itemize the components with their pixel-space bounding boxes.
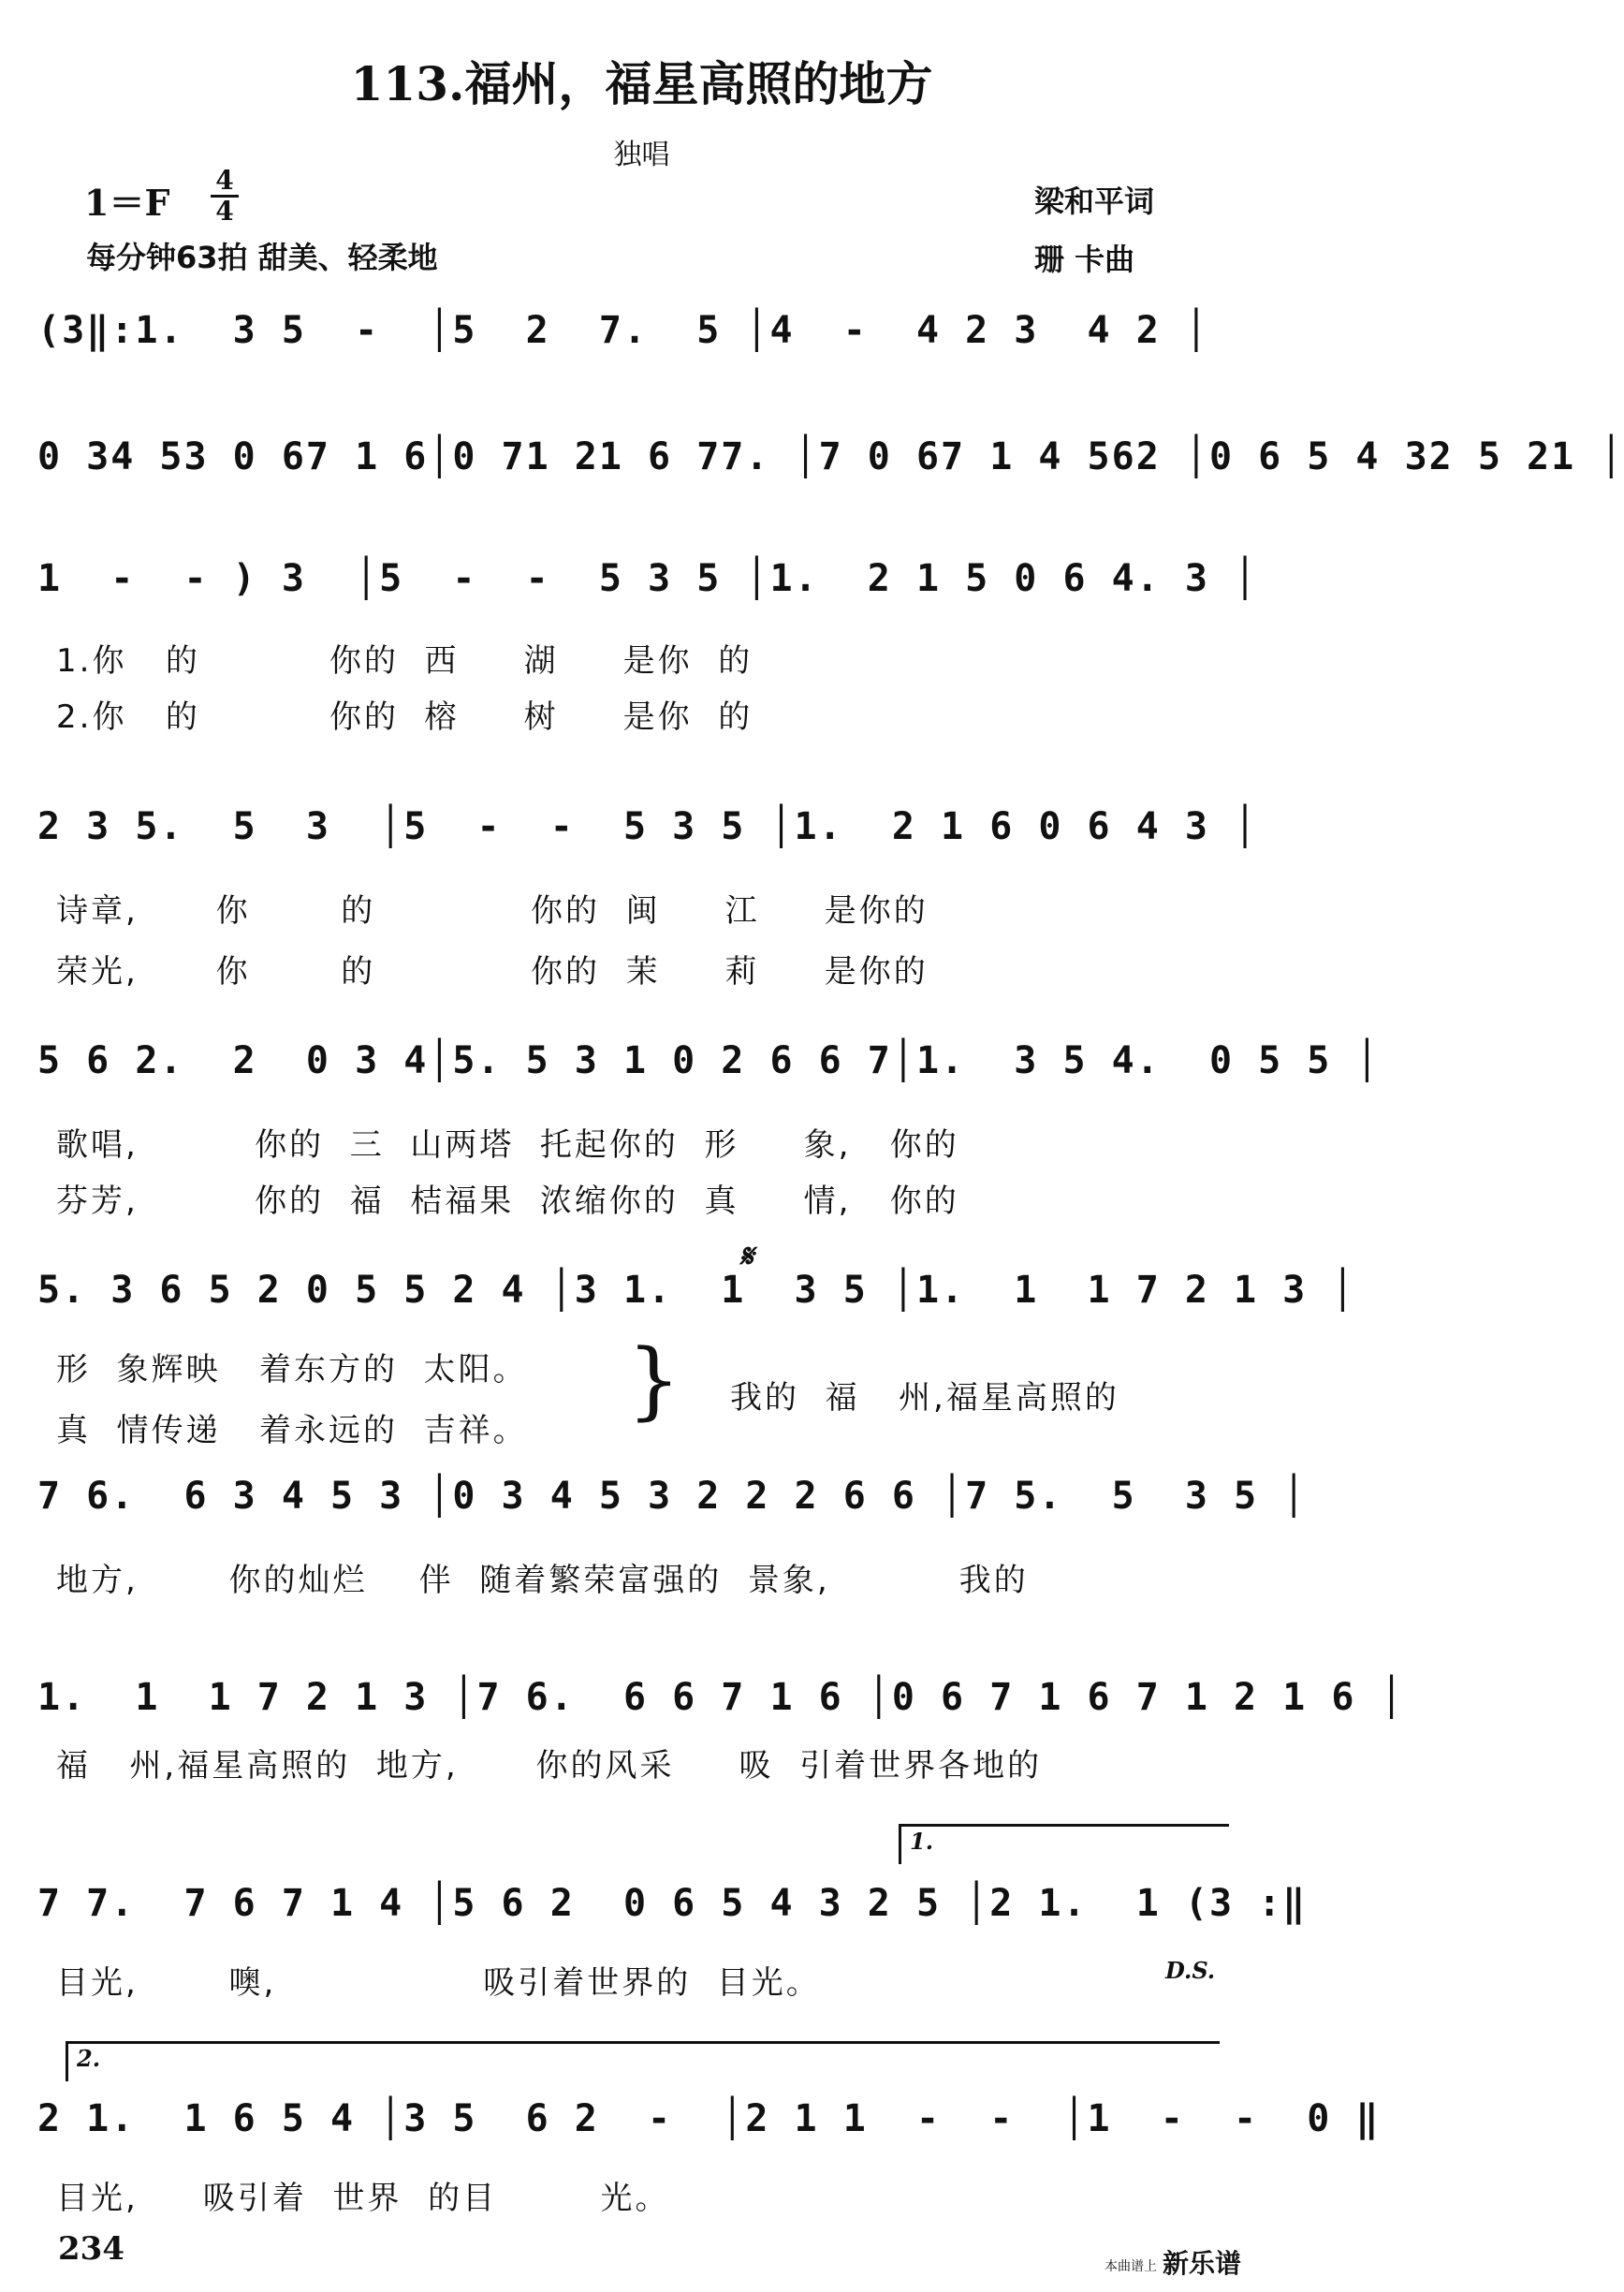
- system-5-lyric-1: 歌唱, 你的 三 山两塔 托起你的 形 象, 你的: [56, 1126, 959, 1164]
- tempo-marking: 每分钟63拍 甜美、轻柔地: [86, 240, 438, 275]
- meter-top: 4: [215, 165, 234, 196]
- time-signature: [211, 167, 239, 226]
- system-6-notes: 5. 3 6 5 2 0 5 5 2 4 │3 1. 1 3 5 │1. 1 1 7 2 1 3 │: [37, 1269, 1356, 1312]
- system-7-notes: 7 6. 6 3 4 5 3 │0 3 4 5 3 2 2 2 6 6 │7 5. 5 3 5 │: [37, 1475, 1308, 1518]
- volta-1-bracket: [899, 1824, 1229, 1864]
- system-10-notes: 2 1. 1 6 5 4 │3 5 6 2 - │2 1 1 - - │1 - - 0 ‖: [37, 2097, 1381, 2140]
- footer-caption: 本曲谱上: [1105, 2259, 1157, 2274]
- composer-credit: 珊 卡曲: [1034, 242, 1135, 277]
- system-6-lyric-1: 形 象辉映 着东方的 太阳。: [56, 1351, 528, 1388]
- system-7-lyric-1: 地方, 你的灿烂 伴 随着繁荣富强的 景象, 我的: [56, 1562, 1029, 1599]
- system-3-lyric-2: 2.你 的 你的 榕 树 是你 的: [56, 698, 753, 736]
- system-6-refrain: 我的 福 州,福星高照的: [730, 1379, 1119, 1417]
- system-10-lyric-1: 目光, 吸引着 世界 的目 光。: [56, 2180, 670, 2217]
- song-title: 113.福州，福星高照的地方: [350, 56, 933, 111]
- system-5-lyric-2: 芬芳, 你的 福 桔福果 浓缩你的 真 情, 你的: [56, 1183, 959, 1220]
- system-8-lyric-1: 福 州,福星高照的 地方, 你的风采 吸 引着世界各地的: [56, 1747, 1043, 1785]
- system-8-notes: 1. 1 1 7 2 1 3 │7 6. 6 6 7 1 6 │0 6 7 1 6 7 1 2 1 6 │: [37, 1676, 1405, 1719]
- system-9-notes: 7 7. 7 6 7 1 4 │5 6 2 0 6 5 4 3 2 5 │2 1. 1 (3 :‖: [37, 1882, 1308, 1925]
- key-signature: 1＝F: [84, 182, 170, 224]
- footer-logo-text: 新乐谱: [1163, 2248, 1242, 2279]
- volta-2-bracket: [66, 2041, 1220, 2081]
- system-4-notes: 2 3 5. 5 3 │5 - - 5 3 5 │1. 2 1 6 0 6 4 3 │: [37, 805, 1259, 848]
- meter-bottom: 4: [211, 195, 239, 226]
- system-3-notes: 1 - - ) 3 │5 - - 5 3 5 │1. 2 1 5 0 6 4. 3 │: [37, 557, 1259, 600]
- lyric-brace: }: [627, 1331, 681, 1430]
- system-5-notes: 5 6 2. 2 0 3 4│5. 5 3 1 0 2 6 6 7│1. 3 5 4. 0 5 5 │: [37, 1039, 1381, 1082]
- segno-sign: 𝄋: [739, 1238, 753, 1275]
- system-6-lyric-2: 真 情传递 着永远的 吉祥。: [56, 1412, 528, 1449]
- system-2-notes: 0 34 53 0 67 1 6│0 71 21 6 77. │7 0 67 1 4 562 │0 6 5 4 32 5 21 │: [37, 435, 1624, 478]
- system-4-lyric-1: 诗章, 你 的 你的 闽 江 是你的: [56, 892, 929, 930]
- volta-1-number: 1.: [910, 1828, 934, 1855]
- performance-type: 独唱: [613, 139, 670, 171]
- system-3-lyric-1: 1.你 的 你的 西 湖 是你 的: [56, 642, 753, 680]
- volta-2-number: 2.: [77, 2045, 101, 2072]
- page-number: 234: [58, 2230, 124, 2268]
- system-1-notes: (3‖:1. 3 5 - │5 2 7. 5 │4 - 4 2 3 4 2 │: [37, 309, 1209, 352]
- da-segno-mark: D.S.: [1165, 1957, 1216, 1984]
- lyricist-credit: 梁和平词: [1034, 184, 1155, 219]
- system-9-lyric-1: 目光, 噢, 吸引着世界的 目光。: [56, 1964, 821, 2002]
- system-4-lyric-2: 荣光, 你 的 你的 茉 莉 是你的: [56, 953, 929, 991]
